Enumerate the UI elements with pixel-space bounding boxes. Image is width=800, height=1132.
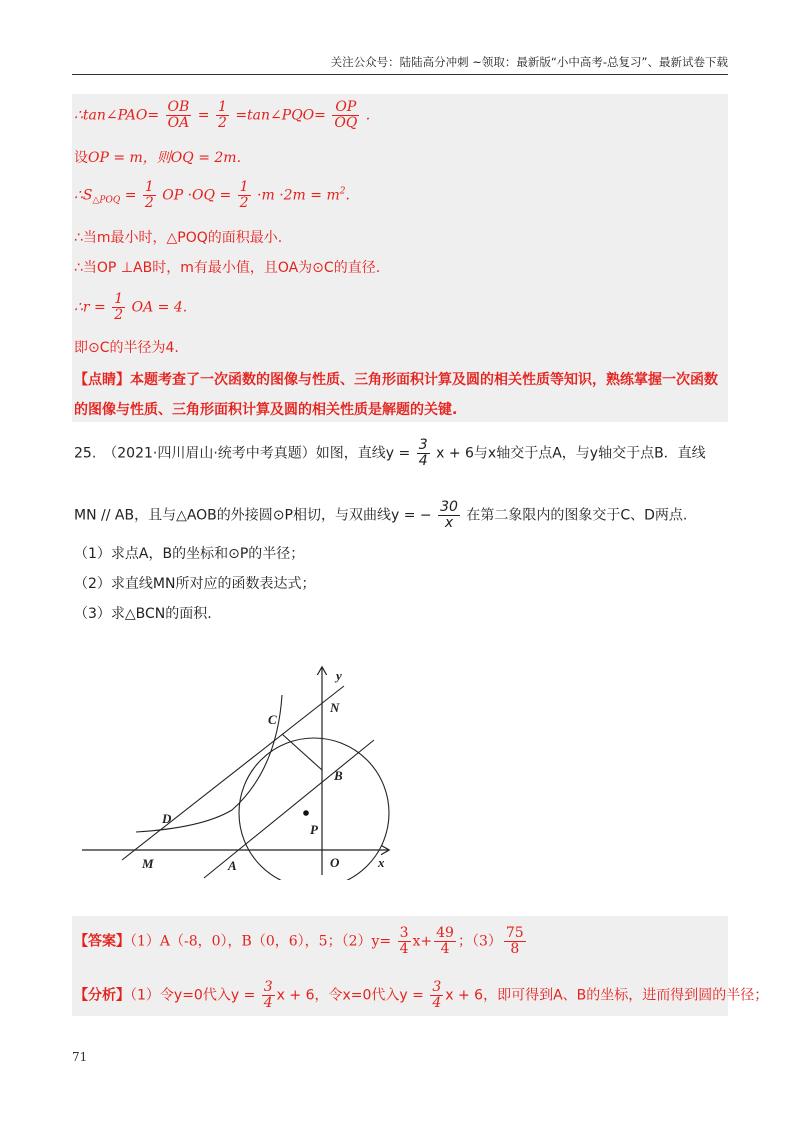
label-b: B (334, 768, 343, 783)
tan-prefix: ∴tan∠PAO= (74, 107, 160, 124)
fraction-thirty-over-x: $\frac{30}{x}$ (440, 499, 458, 531)
fraction-op-oq: $\frac{OP}{OQ}$ (334, 99, 358, 131)
label-x: x (378, 855, 385, 870)
page-header: 关注公众号：陆陆高分冲刺 ~领取：最新版“小中高考-总复习”、最新试卷下载 (330, 55, 728, 69)
answer-frac-75-8: $\frac{75}{8}$ (505, 925, 524, 957)
solution-line-tan: ∴tan∠PAO= $\frac{OB}{OA}$ = $\frac{1}{2}$ =tan∠PQO= $\frac{OP}{OQ}$ . (74, 99, 371, 131)
comment-line-1: 【点睛】本题考查了一次函数的图像与性质、三角形面积计算及圆的相关性质等知识，熟练掌握一次函数 (74, 372, 718, 388)
analysis-line: 【分析】（1）令y=0代入y = $\frac{3}{4}$ x + 6，令x=0代入y = $\frac{3}{4}$ x + 6，即可得到A、B的坐标，进而得到圆的半径； (74, 979, 769, 1011)
question-2: （2）求直线MN所对应的函数表达式； (74, 576, 316, 592)
center-point-p (303, 810, 309, 816)
solution-line-radius: ∴r = $\frac{1}{2}$ OA = 4. (74, 291, 188, 323)
fraction-one-half: $\frac{1}{2}$ (217, 99, 227, 131)
label-a: A (228, 858, 237, 873)
fraction-one-half-a: $\frac{1}{2}$ (144, 179, 154, 211)
fraction-one-half-c: $\frac{1}{2}$ (114, 291, 124, 323)
header-divider (72, 74, 728, 75)
circle-p (239, 738, 389, 880)
problem-statement-line-1: 25. （2021·四川眉山·统考中考真题）如图，直线y = $\frac{3}{4}$ x + 6与x轴交于点A，与y轴交于点B．直线 (74, 437, 706, 469)
label-m: M (142, 856, 154, 871)
answer-frac-3-4: $\frac{3}{4}$ (399, 925, 409, 957)
solution-line-perpendicular: ∴当OP ⊥AB时，m有最小值，且OA为⊙C的直径. (74, 260, 381, 276)
geometry-figure (82, 660, 392, 880)
comment-line-2: 的图像与性质、三角形面积计算及圆的相关性质是解题的关键. (74, 402, 458, 418)
solution-line-area: $\therefore S_{\triangle POQ}$ = $\frac{1}{2}$ OP ·OQ = $\frac{1}{2}$ $\cdot m \cdot 2m = m^2$. (74, 179, 350, 211)
question-3: （3）求△BCN的面积. (74, 606, 212, 622)
answer-tag: 【答案】 (74, 933, 130, 950)
label-d: D (162, 811, 172, 826)
label-y: y (336, 668, 342, 683)
solution-line-let-m: 设OP = m，则OQ = 2m. (74, 150, 242, 166)
label-c: C (268, 712, 277, 727)
fraction-ob-oa: $\frac{OB}{OA}$ (167, 99, 190, 131)
label-n: N (330, 700, 340, 715)
analysis-frac-b: $\frac{3}{4}$ (432, 979, 442, 1011)
question-1: （1）求点A，B的坐标和⊙P的半径； (74, 546, 305, 562)
answer-line: 【答案】（1）A（-8，0），B（0，6），5；（2）y= $\frac{3}{4}$ x+ $\frac{49}{4}$ ；（3） $\frac{75}{8}$ (74, 925, 524, 957)
hyperbola-curve (136, 695, 282, 832)
label-o: O (330, 855, 340, 870)
answer-frac-49-4: $\frac{49}{4}$ (436, 925, 454, 957)
page-number: 71 (72, 1050, 88, 1064)
solution-line-min-area: ∴当m最小时，△POQ的面积最小. (74, 230, 283, 246)
analysis-frac-a: $\frac{3}{4}$ (263, 979, 273, 1011)
fraction-one-half-b: $\frac{1}{2}$ (239, 179, 249, 211)
fraction-three-quarters: $\frac{3}{4}$ (418, 437, 428, 469)
label-p: P (310, 822, 318, 837)
problem-statement-line-2: MN // AB，且与△AOB的外接圆⊙P相切，与双曲线y = − $\frac{30}{x}$ 在第二象限内的图象交于C、D两点. (74, 499, 688, 531)
solution-line-conclusion: 即⊙C的半径为4. (74, 340, 179, 356)
analysis-tag: 【分析】 (74, 987, 130, 1004)
